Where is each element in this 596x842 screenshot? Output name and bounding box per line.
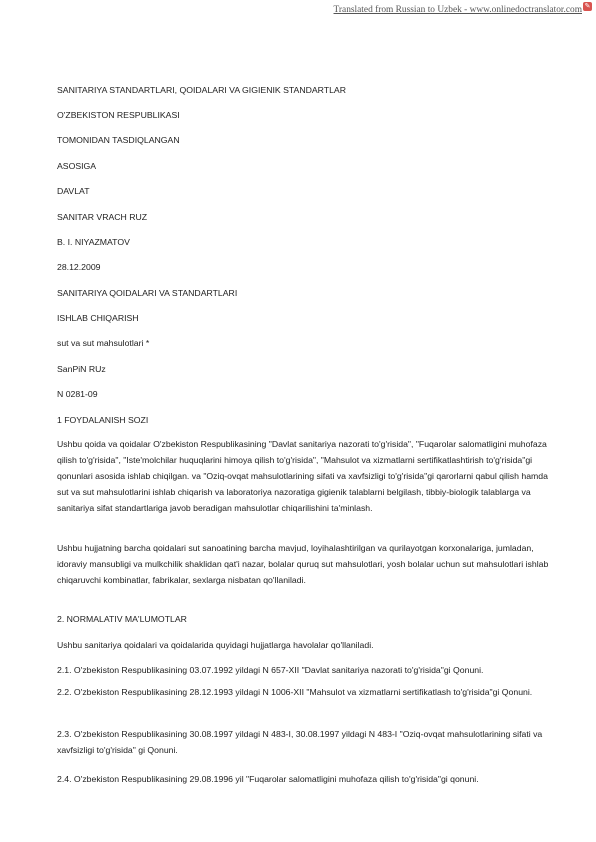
document-code: SanPiN RUz — [57, 364, 106, 374]
reference-item: 2.4. O'zbekiston Respublikasining 29.08.1996 yil "Fuqarolar salomatligini muhofaza qilish to'g'risida"gi qonuni. — [57, 774, 479, 784]
approval-date: 28.12.2009 — [57, 262, 101, 272]
section-1-paragraph-1: Ushbu qoida va qoidalar O'zbekiston Respublikasining "Davlat sanitariya nazorati to'g'risida", "Fuqarolar salomatligini muhofaza qilish to'g'risida", "Iste'molchilar huquqlarini himoya qilish to'g'risida", "Mahsulot va xizmatlarni sertifikatlashtirish to'g'risida"gi qonunlari asosida ishlab chiqilgan. va "Oziq-ovqat mahsulotlarining sifati va xavfsizligi to'g'risida"gi qarorlarni qabul qilish hamda sut va sut mahsulotlarini ishlab chiqarish va laboratoriya nazoratiga gigienik talablarni belgilash, tibbiy-biologik talablarga va sanitariya sifat standartlariga javob beradigan mahsulotlar chiqarilishini ta'minlash. — [57, 439, 548, 513]
reference-item: 2.2. O'zbekiston Respublikasining 28.12.1993 yildagi N 1006-XII "Mahsulot va xizmatlarni sertifikatlash to'g'risida"gi Qonuni. — [57, 687, 533, 697]
header-line: DAVLAT — [57, 186, 90, 196]
document-number: N 0281-09 — [57, 389, 98, 399]
header-line: O'ZBEKISTON RESPUBLIKASI — [57, 110, 180, 120]
section-1-paragraph-2: Ushbu hujjatning barcha qoidalari sut sanoatining barcha mavjud, loyihalashtirilgan va qurilayotgan korxonalariga, jumladan, idoraviy mansubligi va mulkchilik shaklidan qat'i nazar, bolalar quruq sut mahsulotlari, yosh bolalar uchun sut mahsulotlari ishlab chiqaruvchi kombinatlar, fabrikalar, sexlarga nisbatan qo'llaniladi. — [57, 543, 549, 585]
header-line: ISHLAB CHIQARISH — [57, 313, 139, 323]
header-line: sut va sut mahsulotlari * — [57, 338, 150, 348]
section-2-intro: Ushbu sanitariya qoidalari va qoidalarida quyidagi hujjatlarga havolalar qo'llaniladi. — [57, 640, 374, 650]
translator-banner-link[interactable]: Translated from Russian to Uzbek - www.onlinedoctranslator.com — [333, 5, 582, 15]
header-line: TOMONIDAN TASDIQLANGAN — [57, 135, 180, 145]
header-line: SANITAR VRACH RUZ — [57, 212, 148, 222]
signatory-name: B. I. NIYAZMATOV — [57, 237, 130, 247]
section-2-title: 2. NORMALATIV MA'LUMOTLAR — [57, 614, 187, 624]
reference-item: 2.3. O'zbekiston Respublikasining 30.08.1997 yildagi N 483-I, 30.08.1997 yildagi N 483-I "Oziq-ovqat mahsulotlarining sifati va xavfsizligi to'g'risida" gi Qonuni. — [57, 729, 543, 755]
translator-logo-icon: ✎ — [584, 2, 591, 10]
header-line: SANITARIYA QOIDALARI VA STANDARTLARI — [57, 288, 238, 298]
section-1-title: 1 FOYDALANISH SOZI — [57, 415, 149, 425]
document-title: SANITARIYA STANDARTLARI, QOIDALARI VA GIGIENIK STANDARTLAR — [57, 85, 347, 95]
reference-item: 2.1. O'zbekiston Respublikasining 03.07.1992 yildagi N 657-XII "Davlat sanitariya nazorati to'g'risida"gi Qonuni. — [57, 665, 484, 675]
header-line: ASOSIGA — [57, 161, 97, 171]
